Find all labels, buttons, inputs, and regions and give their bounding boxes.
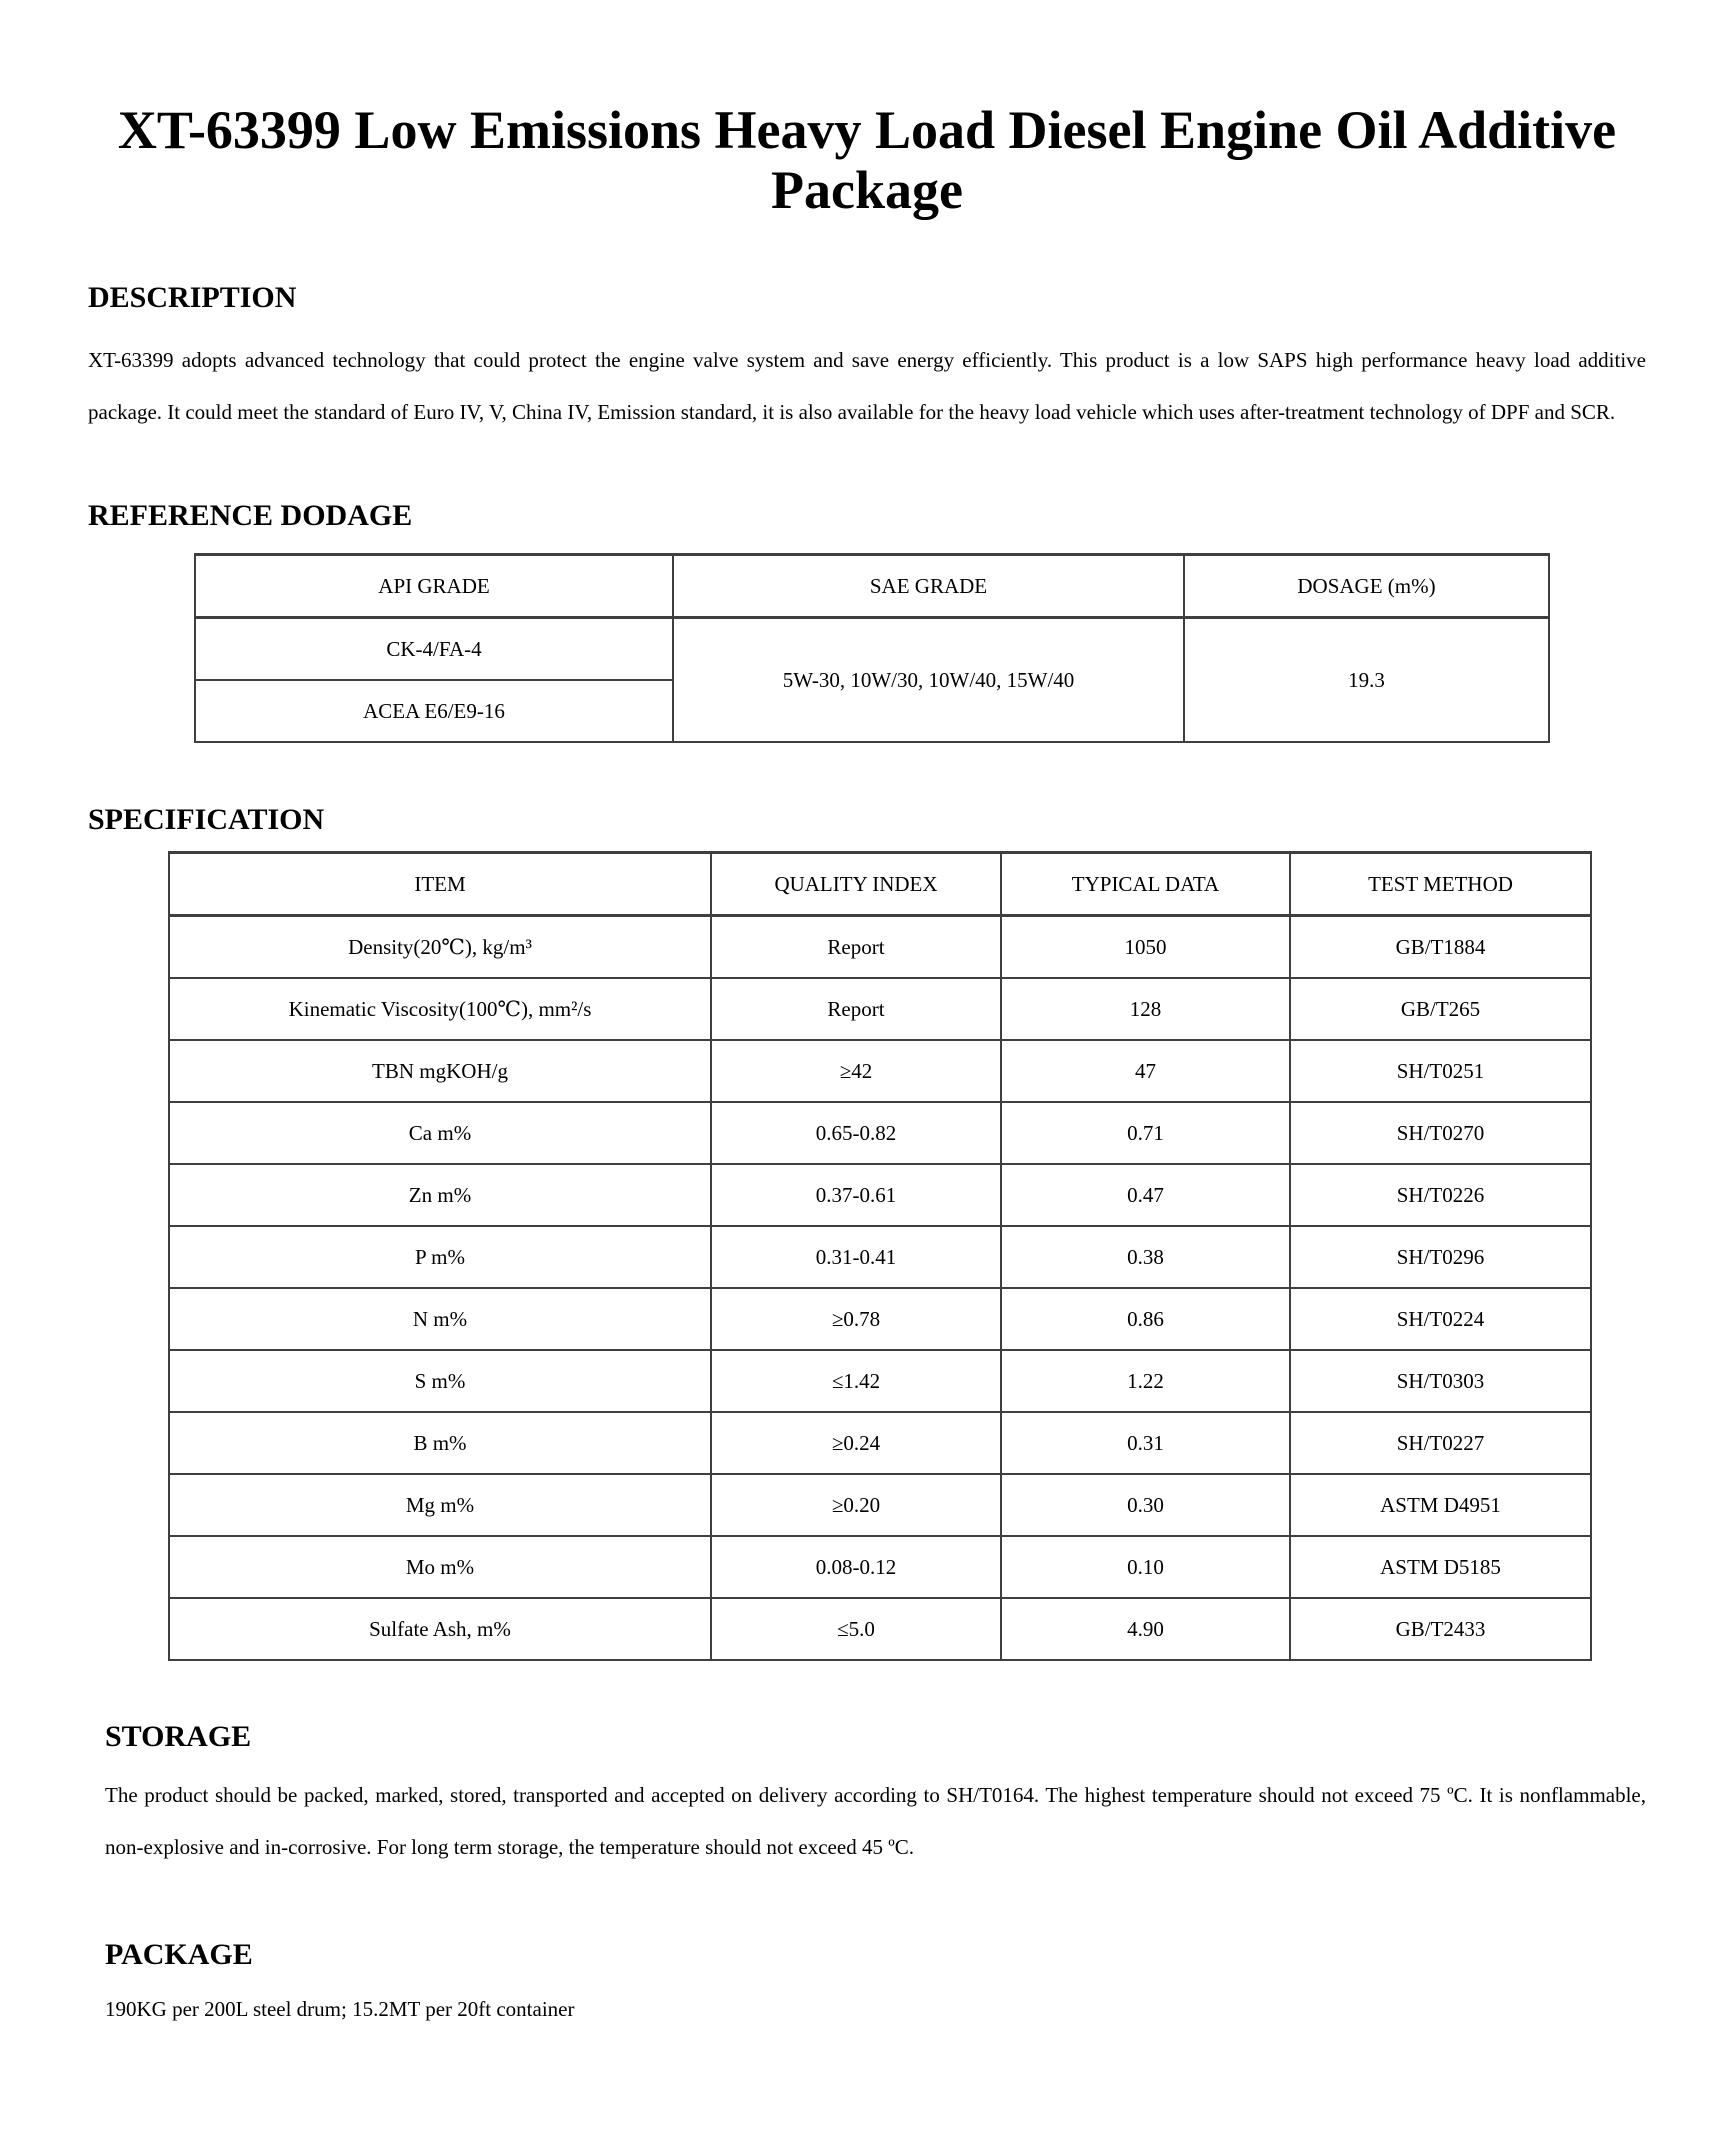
storage-paragraph: The product should be packed, marked, stored, transported and accepted on delivery according to SH/T0164. The highest temperature should not exceed 75 ºC. It is nonflammable, non-explosive and in-corrosive. For long term storage, the temperature should not exceed 45 ºC. xyxy=(105,1783,1646,1859)
column-header-typical-data: TYPICAL DATA xyxy=(1001,853,1290,916)
sae-grade-cell: 5W-30, 10W/30, 10W/40, 15W/40 xyxy=(673,618,1184,743)
spec-quality-cell: ≥0.20 xyxy=(711,1474,1001,1536)
spec-method-cell: ASTM D5185 xyxy=(1290,1536,1591,1598)
specification-table-header-row xyxy=(169,853,1591,916)
spec-method-cell: SH/T0226 xyxy=(1290,1164,1591,1226)
description-heading: DESCRIPTION xyxy=(88,281,297,314)
spec-row xyxy=(169,1164,1591,1226)
spec-item-cell: TBN mgKOH/g xyxy=(169,1040,711,1102)
spec-row xyxy=(169,1040,1591,1102)
spec-method-cell: GB/T265 xyxy=(1290,978,1591,1040)
api-grade-cell: ACEA E6/E9-16 xyxy=(195,680,673,742)
spec-typical-cell: 0.38 xyxy=(1001,1226,1290,1288)
api-grade-cell: CK-4/FA-4 xyxy=(195,618,673,681)
spec-quality-cell: ≥42 xyxy=(711,1040,1001,1102)
spec-item-cell: Density(20℃), kg/m³ xyxy=(169,916,711,979)
spec-typical-cell: 0.47 xyxy=(1001,1164,1290,1226)
spec-item-cell: Mo m% xyxy=(169,1536,711,1598)
spec-typical-cell: 0.71 xyxy=(1001,1102,1290,1164)
column-header-api-grade: API GRADE xyxy=(195,555,673,618)
spec-row xyxy=(169,1288,1591,1350)
spec-quality-cell: ≤1.42 xyxy=(711,1350,1001,1412)
spec-typical-cell: 47 xyxy=(1001,1040,1290,1102)
spec-item-cell: P m% xyxy=(169,1226,711,1288)
spec-row xyxy=(169,916,1591,979)
spec-method-cell: SH/T0224 xyxy=(1290,1288,1591,1350)
spec-row xyxy=(169,1350,1591,1412)
spec-typical-cell: 0.10 xyxy=(1001,1536,1290,1598)
spec-row xyxy=(169,1474,1591,1536)
spec-quality-cell: 0.65-0.82 xyxy=(711,1102,1001,1164)
spec-quality-cell: 0.31-0.41 xyxy=(711,1226,1001,1288)
spec-item-cell: N m% xyxy=(169,1288,711,1350)
section-storage xyxy=(88,1719,1646,1873)
spec-typical-cell: 1050 xyxy=(1001,916,1290,979)
spec-quality-cell: Report xyxy=(711,916,1001,979)
spec-method-cell: SH/T0227 xyxy=(1290,1412,1591,1474)
reference-dodage-heading: REFERENCE DODAGE xyxy=(88,499,413,532)
spec-quality-cell: ≥0.78 xyxy=(711,1288,1001,1350)
column-header-dosage: DOSAGE (m%) xyxy=(1184,555,1549,618)
spec-typical-cell: 0.86 xyxy=(1001,1288,1290,1350)
spec-item-cell: Ca m% xyxy=(169,1102,711,1164)
spec-quality-cell: 0.08-0.12 xyxy=(711,1536,1001,1598)
spec-quality-cell: ≤5.0 xyxy=(711,1598,1001,1660)
description-paragraph: XT-63399 adopts advanced technology that could protect the engine valve system and save energy efficiently. This product is a low SAPS high performance heavy load additive package. It could meet the standard of Euro IV, V, China IV, Emission standard, it is also available for the heavy load vehicle which uses after-treatment technology of DPF and SCR. xyxy=(88,348,1646,424)
spec-typical-cell: 128 xyxy=(1001,978,1290,1040)
spec-quality-cell: Report xyxy=(711,978,1001,1040)
spec-typical-cell: 1.22 xyxy=(1001,1350,1290,1412)
spec-row xyxy=(169,1536,1591,1598)
spec-typical-cell: 4.90 xyxy=(1001,1598,1290,1660)
column-header-quality-index: QUALITY INDEX xyxy=(711,853,1001,916)
spec-method-cell: ASTM D4951 xyxy=(1290,1474,1591,1536)
section-package xyxy=(88,1937,1646,2027)
spec-typical-cell: 0.31 xyxy=(1001,1412,1290,1474)
spec-row xyxy=(169,1598,1591,1660)
spec-quality-cell: ≥0.24 xyxy=(711,1412,1001,1474)
spec-item-cell: Sulfate Ash, m% xyxy=(169,1598,711,1660)
package-heading: PACKAGE xyxy=(105,1938,253,1971)
spec-quality-cell: 0.37-0.61 xyxy=(711,1164,1001,1226)
section-description xyxy=(88,280,1646,438)
spec-row xyxy=(169,1226,1591,1288)
spec-method-cell: SH/T0251 xyxy=(1290,1040,1591,1102)
column-header-sae-grade: SAE GRADE xyxy=(673,555,1184,618)
table-row xyxy=(195,618,1549,681)
spec-row xyxy=(169,978,1591,1040)
storage-heading: STORAGE xyxy=(105,1720,252,1753)
package-paragraph: 190KG per 200L steel drum; 15.2MT per 20ft container xyxy=(105,1997,575,2021)
spec-method-cell: SH/T0296 xyxy=(1290,1226,1591,1288)
spec-method-cell: GB/T1884 xyxy=(1290,916,1591,979)
column-header-item: ITEM xyxy=(169,853,711,916)
spec-item-cell: Kinematic Viscosity(100℃), mm²/s xyxy=(169,978,711,1040)
section-reference-dodage xyxy=(88,498,1646,743)
page-title: XT-63399 Low Emissions Heavy Load Diesel Engine Oil Additive Package xyxy=(117,100,1617,220)
spec-item-cell: B m% xyxy=(169,1412,711,1474)
section-specification xyxy=(88,802,1646,1661)
spec-row xyxy=(169,1412,1591,1474)
spec-method-cell: SH/T0270 xyxy=(1290,1102,1591,1164)
column-header-test-method: TEST METHOD xyxy=(1290,853,1591,916)
spec-method-cell: GB/T2433 xyxy=(1290,1598,1591,1660)
reference-dodage-table xyxy=(194,553,1550,743)
spec-item-cell: Zn m% xyxy=(169,1164,711,1226)
specification-heading: SPECIFICATION xyxy=(88,803,325,836)
reference-table-header-row xyxy=(195,555,1549,618)
specification-table xyxy=(168,851,1592,1661)
spec-typical-cell: 0.30 xyxy=(1001,1474,1290,1536)
spec-row xyxy=(169,1102,1591,1164)
spec-item-cell: S m% xyxy=(169,1350,711,1412)
spec-item-cell: Mg m% xyxy=(169,1474,711,1536)
dosage-cell: 19.3 xyxy=(1184,618,1549,743)
spec-method-cell: SH/T0303 xyxy=(1290,1350,1591,1412)
